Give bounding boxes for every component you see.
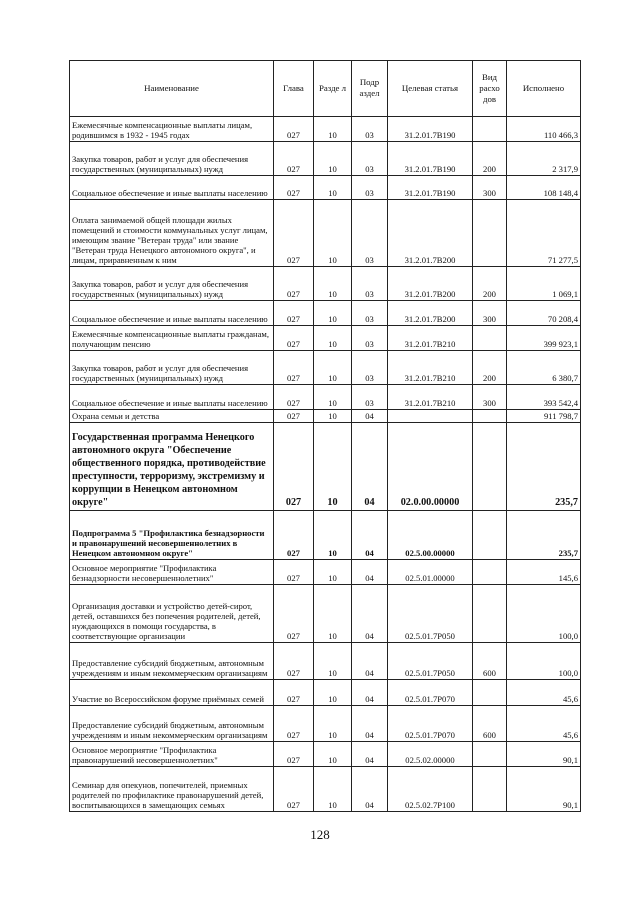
cell-target-article: 02.5.01.7Р070 [388, 706, 473, 742]
cell-expense-type [473, 117, 507, 142]
cell-section: 10 [314, 117, 352, 142]
cell-name: Государственная программа Ненецкого автономного округа "Обеспечение общественного порядка, противодействие преступности, терроризму, экстремизму и коррупции в Ненецком автономном округе" [70, 423, 274, 511]
cell-name: Предоставление субсидий бюджетным, автономным учреждениям и иным некоммерческим организациям [70, 706, 274, 742]
table-row [70, 351, 581, 385]
cell-target-article: 31.2.01.7В210 [388, 351, 473, 385]
cell-target-article: 02.5.01.7Р050 [388, 643, 473, 680]
cell-subsection: 04 [352, 742, 388, 767]
cell-subsection: 03 [352, 117, 388, 142]
cell-subsection: 04 [352, 585, 388, 643]
cell-subsection: 03 [352, 142, 388, 176]
cell-chapter: 027 [274, 385, 314, 410]
cell-subsection: 03 [352, 176, 388, 200]
cell-executed: 108 148,4 [507, 176, 581, 200]
cell-name: Ежемесячные компенсационные выплаты лицам, родившимся в 1932 - 1945 годах [70, 117, 274, 142]
cell-target-article: 31.2.01.7В190 [388, 117, 473, 142]
cell-expense-type: 300 [473, 301, 507, 326]
cell-chapter: 027 [274, 142, 314, 176]
cell-expense-type [473, 742, 507, 767]
cell-section: 10 [314, 176, 352, 200]
header-expense-type: Вид расхо дов [473, 61, 507, 117]
cell-name: Организация доставки и устройство детей-сирот, детей, оставшихся без попечения родителей, детей, нуждающихся в помощи государства, в соответствующие организации [70, 585, 274, 643]
cell-target-article: 02.5.00.00000 [388, 511, 473, 560]
budget-table [69, 60, 581, 812]
table-row [70, 643, 581, 680]
cell-expense-type [473, 560, 507, 585]
cell-subsection: 03 [352, 351, 388, 385]
header-subsection: Подр аздел [352, 61, 388, 117]
cell-expense-type: 600 [473, 643, 507, 680]
cell-expense-type [473, 767, 507, 812]
cell-name: Социальное обеспечение и иные выплаты населению [70, 301, 274, 326]
cell-chapter: 027 [274, 560, 314, 585]
cell-chapter: 027 [274, 767, 314, 812]
cell-target-article: 31.2.01.7В190 [388, 176, 473, 200]
header-section: Разде л [314, 61, 352, 117]
cell-section: 10 [314, 706, 352, 742]
cell-section: 10 [314, 142, 352, 176]
table-row [70, 410, 581, 423]
cell-section: 10 [314, 511, 352, 560]
table-row [70, 585, 581, 643]
cell-executed: 45,6 [507, 680, 581, 706]
cell-name: Основное мероприятие "Профилактика правонарушений несовершеннолетних" [70, 742, 274, 767]
cell-subsection: 03 [352, 326, 388, 351]
cell-chapter: 027 [274, 117, 314, 142]
cell-expense-type [473, 511, 507, 560]
cell-name: Закупка товаров, работ и услуг для обеспечения государственных (муниципальных) нужд [70, 351, 274, 385]
table-row [70, 301, 581, 326]
cell-chapter: 027 [274, 680, 314, 706]
cell-chapter: 027 [274, 176, 314, 200]
cell-subsection: 03 [352, 385, 388, 410]
cell-section: 10 [314, 267, 352, 301]
cell-section: 10 [314, 742, 352, 767]
header-name: Наименование [70, 61, 274, 117]
cell-chapter: 027 [274, 706, 314, 742]
cell-expense-type: 200 [473, 142, 507, 176]
cell-target-article: 31.2.01.7В210 [388, 326, 473, 351]
table-row [70, 511, 581, 560]
cell-target-article: 02.0.00.00000 [388, 423, 473, 511]
cell-chapter: 027 [274, 301, 314, 326]
cell-target-article: 31.2.01.7В200 [388, 301, 473, 326]
table-row [70, 560, 581, 585]
table-row [70, 200, 581, 267]
table-row [70, 767, 581, 812]
cell-executed: 2 317,9 [507, 142, 581, 176]
cell-subsection: 04 [352, 680, 388, 706]
cell-chapter: 027 [274, 326, 314, 351]
cell-subsection: 04 [352, 560, 388, 585]
cell-expense-type: 200 [473, 351, 507, 385]
cell-target-article: 31.2.01.7В190 [388, 142, 473, 176]
cell-name: Социальное обеспечение и иные выплаты населению [70, 385, 274, 410]
cell-executed: 110 466,3 [507, 117, 581, 142]
cell-target-article: 02.5.01.7Р070 [388, 680, 473, 706]
cell-executed: 399 923,1 [507, 326, 581, 351]
cell-section: 10 [314, 301, 352, 326]
cell-section: 10 [314, 680, 352, 706]
cell-chapter: 027 [274, 423, 314, 511]
header-executed: Исполнено [507, 61, 581, 117]
cell-subsection: 04 [352, 767, 388, 812]
table-row [70, 680, 581, 706]
cell-subsection: 04 [352, 410, 388, 423]
cell-target-article: 31.2.01.7В210 [388, 385, 473, 410]
table-row [70, 742, 581, 767]
cell-executed: 100,0 [507, 585, 581, 643]
table-row [70, 267, 581, 301]
cell-name: Ежемесячные компенсационные выплаты гражданам, получающим пенсию [70, 326, 274, 351]
cell-expense-type: 300 [473, 176, 507, 200]
cell-executed: 6 380,7 [507, 351, 581, 385]
table-row [70, 385, 581, 410]
cell-section: 10 [314, 410, 352, 423]
cell-target-article [388, 410, 473, 423]
table-row [70, 706, 581, 742]
cell-chapter: 027 [274, 511, 314, 560]
cell-name: Основное мероприятие "Профилактика безнадзорности несовершеннолетних" [70, 560, 274, 585]
cell-section: 10 [314, 643, 352, 680]
cell-target-article: 31.2.01.7В200 [388, 267, 473, 301]
cell-section: 10 [314, 423, 352, 511]
table-row [70, 423, 581, 511]
cell-target-article: 02.5.02.7Р100 [388, 767, 473, 812]
cell-chapter: 027 [274, 267, 314, 301]
cell-subsection: 03 [352, 267, 388, 301]
cell-subsection: 04 [352, 423, 388, 511]
cell-name: Закупка товаров, работ и услуг для обеспечения государственных (муниципальных) нужд [70, 142, 274, 176]
cell-chapter: 027 [274, 742, 314, 767]
cell-name: Оплата занимаемой общей площади жилых помещений и стоимости коммунальных услуг лицам, имеющим звание "Ветеран труда" или звание "Ветеран труда Ненецкого автономного округа", и лицам, приравненным к ним [70, 200, 274, 267]
table-row [70, 142, 581, 176]
table-row [70, 117, 581, 142]
header-target-article: Целевая статья [388, 61, 473, 117]
cell-subsection: 03 [352, 200, 388, 267]
header-chapter: Глава [274, 61, 314, 117]
cell-executed: 1 069,1 [507, 267, 581, 301]
cell-subsection: 03 [352, 301, 388, 326]
cell-expense-type: 300 [473, 385, 507, 410]
cell-name: Закупка товаров, работ и услуг для обеспечения государственных (муниципальных) нужд [70, 267, 274, 301]
cell-section: 10 [314, 326, 352, 351]
cell-executed: 45,6 [507, 706, 581, 742]
cell-chapter: 027 [274, 410, 314, 423]
cell-expense-type [473, 585, 507, 643]
cell-expense-type: 600 [473, 706, 507, 742]
cell-executed: 911 798,7 [507, 410, 581, 423]
page-number: 128 [310, 827, 330, 842]
cell-executed: 90,1 [507, 742, 581, 767]
cell-target-article: 02.5.01.00000 [388, 560, 473, 585]
cell-expense-type [473, 326, 507, 351]
cell-executed: 145,6 [507, 560, 581, 585]
cell-name: Предоставление субсидий бюджетным, автономным учреждениям и иным некоммерческим организациям [70, 643, 274, 680]
cell-executed: 100,0 [507, 643, 581, 680]
cell-executed: 235,7 [507, 511, 581, 560]
cell-section: 10 [314, 767, 352, 812]
cell-section: 10 [314, 585, 352, 643]
cell-name: Участие во Всероссийском форуме приёмных семей [70, 680, 274, 706]
cell-subsection: 04 [352, 511, 388, 560]
cell-name: Семинар для опекунов, попечителей, приемных родителей по профилактике правонарушений детей, воспитывающихся в замещающих семьях [70, 767, 274, 812]
cell-subsection: 04 [352, 643, 388, 680]
cell-executed: 393 542,4 [507, 385, 581, 410]
cell-section: 10 [314, 560, 352, 585]
cell-expense-type [473, 423, 507, 511]
cell-subsection: 04 [352, 706, 388, 742]
cell-target-article: 02.5.01.7Р050 [388, 585, 473, 643]
cell-executed: 235,7 [507, 423, 581, 511]
cell-chapter: 027 [274, 585, 314, 643]
cell-section: 10 [314, 385, 352, 410]
cell-section: 10 [314, 351, 352, 385]
cell-chapter: 027 [274, 351, 314, 385]
table-row [70, 326, 581, 351]
cell-executed: 70 208,4 [507, 301, 581, 326]
cell-name: Подпрограмма 5 "Профилактика безнадзорности и правонарушений несовершеннолетних в Ненецком автономном округе" [70, 511, 274, 560]
cell-name: Социальное обеспечение и иные выплаты населению [70, 176, 274, 200]
cell-expense-type [473, 410, 507, 423]
table-header-row [70, 61, 581, 117]
cell-chapter: 027 [274, 200, 314, 267]
cell-expense-type [473, 200, 507, 267]
cell-expense-type: 200 [473, 267, 507, 301]
cell-section: 10 [314, 200, 352, 267]
cell-chapter: 027 [274, 643, 314, 680]
cell-target-article: 31.2.01.7В200 [388, 200, 473, 267]
cell-name: Охрана семьи и детства [70, 410, 274, 423]
cell-target-article: 02.5.02.00000 [388, 742, 473, 767]
cell-expense-type [473, 680, 507, 706]
cell-executed: 90,1 [507, 767, 581, 812]
cell-executed: 71 277,5 [507, 200, 581, 267]
table-row [70, 176, 581, 200]
